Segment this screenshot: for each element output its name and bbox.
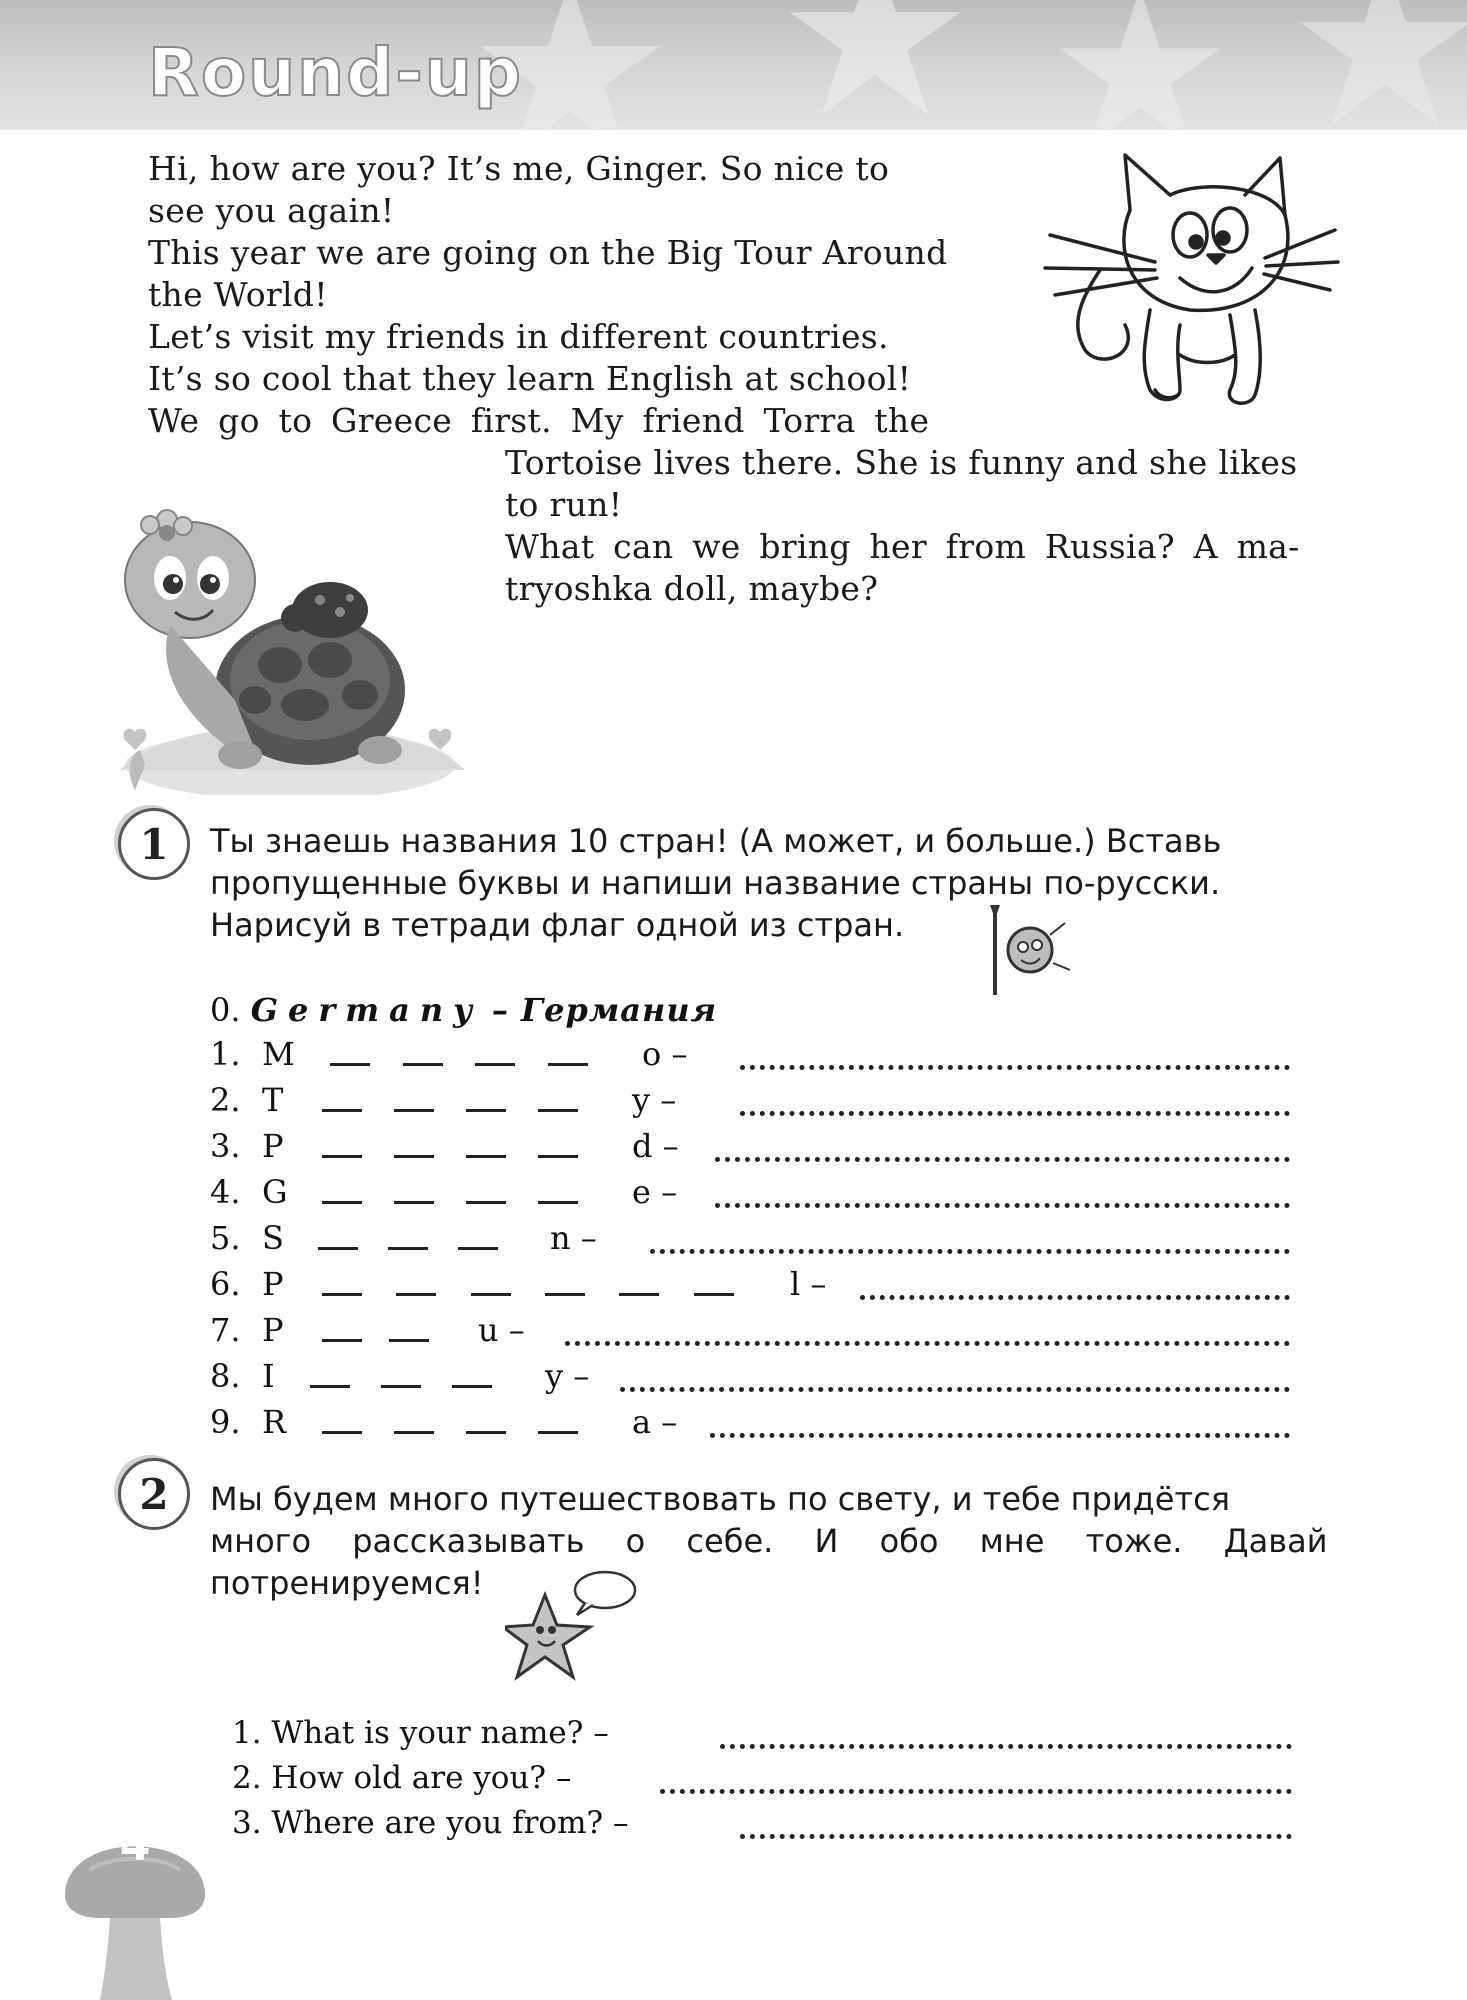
instruction-line: много рассказывать о себе. И обо мне тоже. Давай [210,1522,1328,1560]
letter-blank[interactable] [619,1293,659,1296]
first-letter: P [262,1127,284,1165]
intro-line: It’s so cool that they learn English at school! [148,359,912,398]
question-text: 1. What is your name? – [232,1715,609,1751]
answer-line[interactable] [740,1834,1292,1839]
letter-blank[interactable] [471,1293,511,1296]
country-row [210,1080,1300,1120]
star-decoration-icon [1290,0,1467,130]
letter-blank[interactable] [548,1063,588,1066]
star-decoration-icon [780,0,970,130]
letter-blank[interactable] [545,1293,585,1296]
letter-blank[interactable] [538,1155,578,1158]
country-row [210,1218,1300,1258]
intro-line: the World! [148,275,328,314]
last-letter: u – [478,1311,525,1349]
answer-line[interactable] [620,1387,1290,1392]
letter-blank[interactable] [322,1201,362,1204]
instruction-line: Ты знаешь названия 10 стран! (А может, и больше.) Вставь [210,822,1222,860]
letter-blank[interactable] [538,1109,578,1112]
intro-line: to run! [505,485,623,524]
letter-blank[interactable] [403,1063,443,1066]
star-character-icon [505,1565,640,1690]
country-row [210,1402,1300,1442]
letter-blank[interactable] [322,1109,362,1112]
item-number: 4. [210,1173,241,1211]
answer-line[interactable] [860,1295,1290,1300]
item-number: 5. [210,1219,241,1257]
letter-blank[interactable] [322,1431,362,1434]
last-letter: d – [632,1127,679,1165]
answer-line[interactable] [715,1203,1290,1208]
first-letter: P [262,1265,284,1303]
answer-line[interactable] [720,1744,1292,1749]
instruction-line: потренируемся! [210,1564,484,1602]
letter-blank[interactable] [694,1293,734,1296]
letter-blank[interactable] [394,1155,434,1158]
country-row [210,1034,1300,1074]
letter-blank[interactable] [466,1155,506,1158]
question-row [232,1803,1292,1843]
instruction-line: пропущенные буквы и напиши название страны по-русски. [210,864,1221,902]
letter-blank[interactable] [394,1201,434,1204]
country-row [210,1126,1300,1166]
first-letter: S [262,1219,284,1257]
first-letter: R [262,1403,287,1441]
answer-line[interactable] [660,1789,1292,1794]
last-letter: a – [632,1403,678,1441]
pencil-character-icon [985,905,1095,1000]
letter-blank[interactable] [475,1063,515,1066]
answer-line[interactable] [740,1111,1290,1116]
last-letter: y – [632,1081,677,1119]
last-letter: n – [550,1219,597,1257]
item-number: 2. [210,1081,241,1119]
intro-line: tryoshka doll, maybe? [505,569,879,608]
item-number: 6. [210,1265,241,1303]
first-letter: G [262,1173,288,1211]
intro-line: What can we bring her from Russia? A ma- [505,527,1300,566]
answer-line[interactable] [565,1341,1290,1346]
letter-blank[interactable] [310,1385,350,1388]
country-row [210,1264,1300,1304]
last-letter: l – [790,1265,827,1303]
task-number-badge: 2 [118,1458,190,1530]
answer-line[interactable] [710,1433,1290,1438]
item-number: 8. [210,1357,241,1395]
first-letter: T [262,1081,284,1119]
last-letter: o – [642,1035,688,1073]
letter-blank[interactable] [466,1201,506,1204]
question-row [232,1713,1292,1753]
intro-line: see you again! [148,191,395,230]
instruction-line: Нарисуй в тетради флаг одной из стран. [210,906,905,944]
letter-blank[interactable] [466,1109,506,1112]
letter-blank[interactable] [322,1293,362,1296]
letter-blank[interactable] [394,1431,434,1434]
letter-blank[interactable] [389,1339,429,1342]
task-number-badge: 1 [118,808,190,880]
last-letter: y – [545,1357,590,1395]
letter-blank[interactable] [322,1339,362,1342]
item-number: 1. [210,1035,241,1073]
country-row [210,1310,1300,1350]
intro-text [148,148,1348,618]
intro-line: Hi, how are you? It’s me, Ginger. So nice to [148,149,890,188]
letter-blank[interactable] [322,1155,362,1158]
letter-blank[interactable] [538,1201,578,1204]
example-answer: – Германия [491,991,718,1029]
question-text: 3. Where are you from? – [232,1805,629,1841]
first-letter: P [262,1311,284,1349]
letter-blank[interactable] [466,1431,506,1434]
example-word: Germany [250,991,482,1029]
page-number: 4 [119,1820,151,1871]
intro-line: Tortoise lives there. She is funny and she likes [505,443,1298,482]
letter-blank[interactable] [396,1293,436,1296]
letter-blank[interactable] [394,1109,434,1112]
task1-instructions [210,820,1310,950]
item-number: 3. [210,1127,241,1165]
letter-blank[interactable] [330,1063,370,1066]
first-letter: I [262,1357,275,1395]
question-row [232,1758,1292,1798]
letter-blank[interactable] [538,1431,578,1434]
country-row [210,1172,1300,1212]
item-number: 9. [210,1403,241,1441]
page-title: Round-up [148,34,524,111]
item-number: 7. [210,1311,241,1349]
task2-instructions [210,1478,1328,1608]
answer-line[interactable] [740,1065,1290,1070]
star-decoration-icon [1050,0,1230,130]
answer-line[interactable] [715,1157,1290,1162]
first-letter: M [262,1035,295,1073]
letter-blank[interactable] [388,1247,428,1250]
intro-line: Let’s visit my friends in different countries. [148,317,889,356]
example-row: 0. Germany – Германия [210,991,718,1029]
intro-line: We go to Greece first. My friend Torra the [148,401,930,440]
answer-line[interactable] [650,1249,1290,1254]
last-letter: e – [632,1173,678,1211]
instruction-line: Мы будем много путешествовать по свету, и тебе придётся [210,1480,1230,1518]
question-text: 2. How old are you? – [232,1760,572,1796]
letter-blank[interactable] [452,1385,492,1388]
country-row [210,1356,1300,1396]
letter-blank[interactable] [381,1385,421,1388]
intro-line: This year we are going on the Big Tour Around [148,233,948,272]
letter-blank[interactable] [458,1247,498,1250]
letter-blank[interactable] [318,1247,358,1250]
